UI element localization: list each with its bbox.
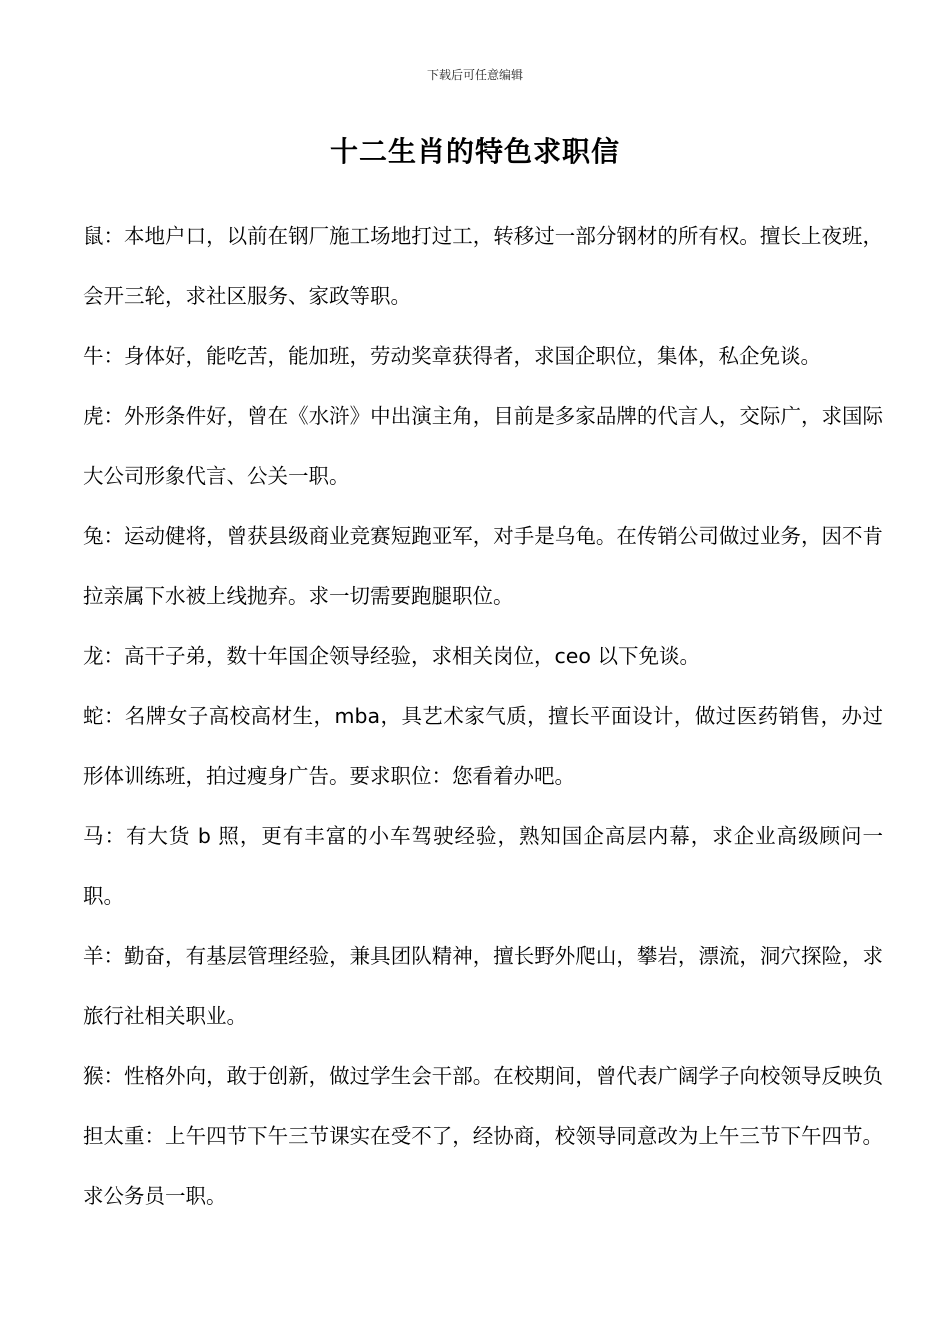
paragraph-tiger: 虎：外形条件好，曾在《水浒》中出演主角，目前是多家品牌的代言人，交际广，求国际大公司形象代言、公关一职。 (83, 404, 883, 488)
paragraph-horse: 马：有大货 b 照，更有丰富的小车驾驶经验，熟知国企高层内幕，求企业高级顾问一职。 (83, 824, 883, 908)
paragraph-monkey: 猴：性格外向，敢于创新，做过学生会干部。在校期间，曾代表广阔学子向校领导反映负担太重：上午四节下午三节课实在受不了，经协商，校领导同意改为上午三节下午四节。求公务员一职。 (83, 1064, 883, 1208)
paragraph-snake: 蛇：名牌女子高校高材生，mba，具艺术家气质，擅长平面设计，做过医药销售，办过形体训练班，拍过瘦身广告。要求职位：您看着办吧。 (83, 704, 883, 788)
paragraph-goat: 羊：勤奋，有基层管理经验，兼具团队精神，擅长野外爬山，攀岩，漂流，洞穴探险，求旅行社相关职业。 (83, 944, 883, 1028)
paragraph-rabbit: 兔：运动健将，曾获县级商业竞赛短跑亚军，对手是乌龟。在传销公司做过业务，因不肯拉亲属下水被上线抛弃。求一切需要跑腿职位。 (83, 524, 883, 608)
document-body (83, 206, 883, 1226)
paragraph-ox: 牛：身体好，能吃苦，能加班，劳动奖章获得者，求国企职位，集体，私企免谈。 (83, 344, 821, 368)
paragraph-dragon: 龙：高干子弟，数十年国企领导经验，求相关岗位，ceo 以下免谈。 (83, 644, 700, 668)
header-note: 下载后可任意编辑 (426, 68, 523, 82)
paragraph-rat: 鼠：本地户口，以前在钢厂施工场地打过工，转移过一部分钢材的所有权。擅长上夜班，会开三轮，求社区服务、家政等职。 (83, 224, 883, 308)
document-title: 十二生肖的特色求职信 (329, 135, 620, 168)
